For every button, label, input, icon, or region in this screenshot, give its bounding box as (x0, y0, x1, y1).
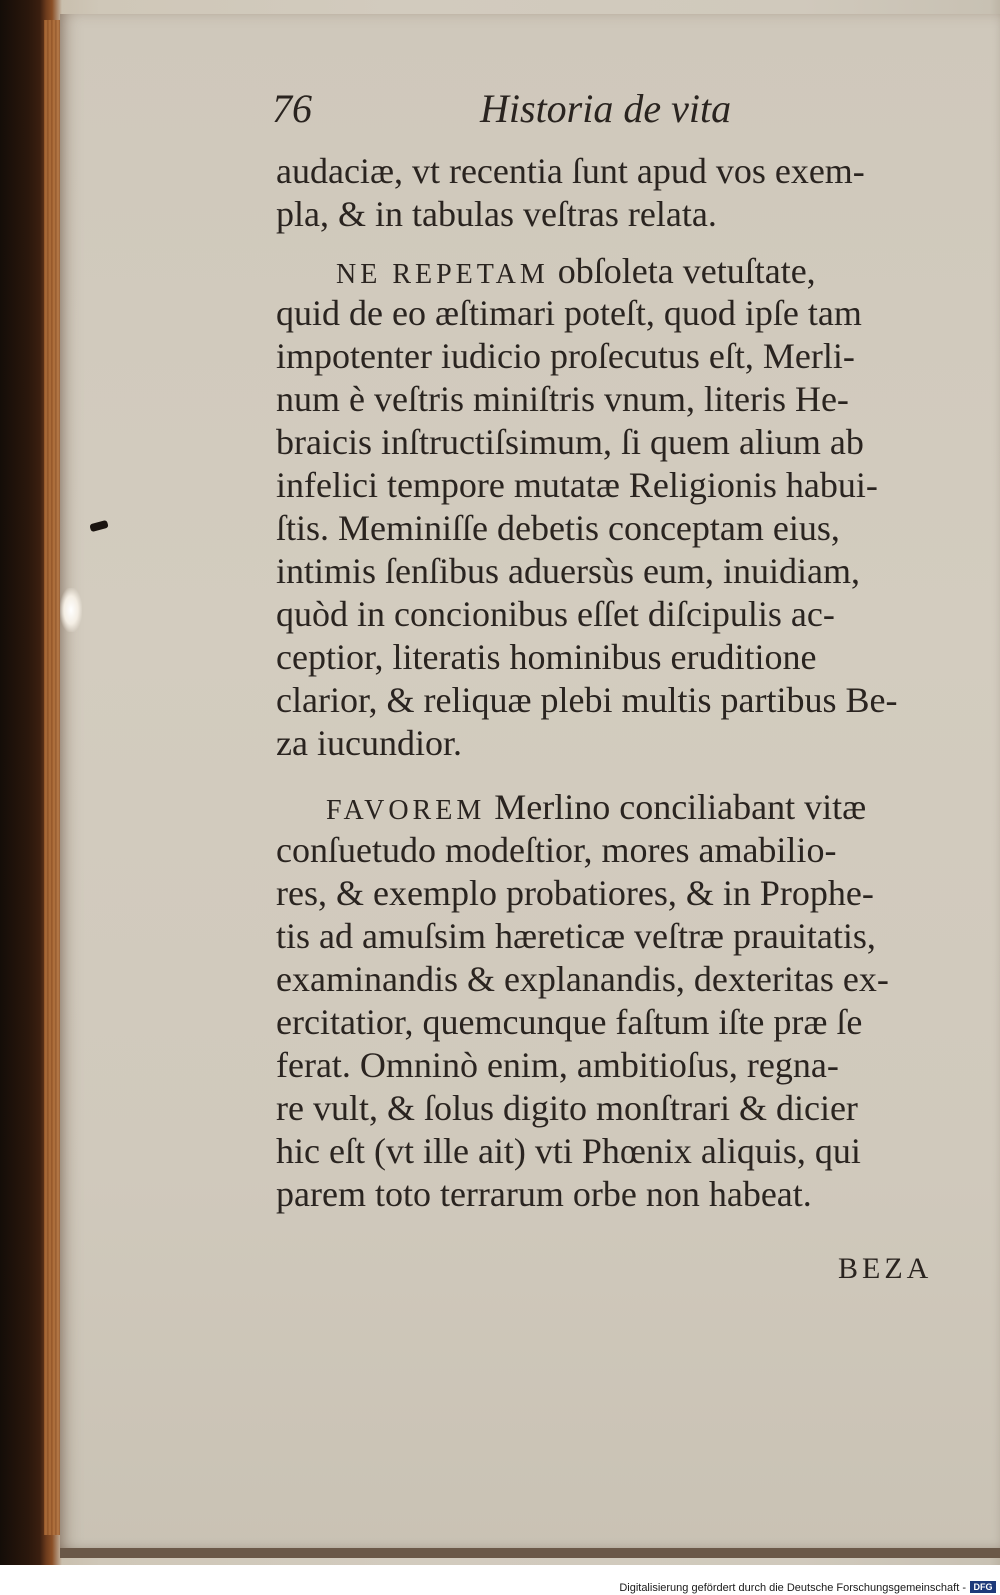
text-line: infelici tempore mutatæ Religionis habui- (276, 465, 878, 505)
text-line: conſuetudo modeſtior, mores amabilio- (276, 830, 837, 870)
text-line: re vult, & ſolus digito monſtrari & dicier (276, 1088, 858, 1128)
text-line: hic eſt (vt ille ait) vti Phœnix aliquis, qui (276, 1131, 861, 1171)
text-line: quid de eo æſtimari poteſt, quod ipſe tam (276, 293, 862, 333)
lead-words: NE REPETAM (336, 259, 549, 290)
lead-words: FAVOREM (326, 795, 486, 826)
page-bottom-edge (60, 1548, 1000, 1558)
paper-glint (60, 588, 82, 632)
line-rest: obſoleta vetuſtate, (548, 251, 816, 291)
text-line (336, 250, 996, 292)
text-line: num è veſtris miniſtris vnum, literis He- (276, 379, 849, 419)
text-line: tis ad amuſsim hæreticæ veſtræ prauitatis, (276, 916, 876, 956)
text-line: za iucundior. (276, 723, 462, 763)
text-line (326, 786, 986, 828)
dfg-logo-icon: DFG (970, 1581, 996, 1593)
text-line: ercitatior, quemcunque faſtum iſte præ ſe (276, 1002, 863, 1042)
text-line: quòd in concionibus eſſet diſcipulis ac- (276, 594, 835, 634)
running-title: Historia de vita (480, 86, 732, 131)
page-header (0, 85, 1000, 145)
text-line: res, & exemplo probatiores, & in Prophe- (276, 873, 874, 913)
text-line: examinandis & explanandis, dexteritas ex- (276, 959, 889, 999)
text-line: braicis inſtructiſsimum, ſi quem alium ab (276, 422, 864, 462)
text-line: audaciæ, vt recentia ſunt apud vos exem- (276, 151, 865, 191)
page-sheet (60, 14, 1000, 1554)
text-line: ſtis. Meminiſſe debetis conceptam eius, (276, 508, 840, 548)
page-number: 76 (272, 86, 312, 131)
catchword: BEZA (838, 1252, 933, 1285)
text-line: ceptior, literatis hominibus eruditione (276, 637, 817, 677)
text-line: intimis ſenſibus aduersùs eum, inuidiam, (276, 551, 860, 591)
text-line: pla, & in tabulas veſtras relata. (276, 194, 717, 234)
text-line: parem toto terrarum orbe non habeat. (276, 1174, 812, 1214)
digitization-credit: Digitalisierung gefördert durch die Deutsche Forschungsgemeinschaft - (619, 1582, 966, 1594)
text-line: clarior, & reliquæ plebi multis partibus Be- (276, 680, 898, 720)
text-line: impotenter iudicio proſecutus eſt, Merli- (276, 336, 855, 376)
text-line: ferat. Omninò enim, ambitioſus, regna- (276, 1045, 839, 1085)
line-rest: Merlino conciliabant vitæ (485, 787, 867, 827)
